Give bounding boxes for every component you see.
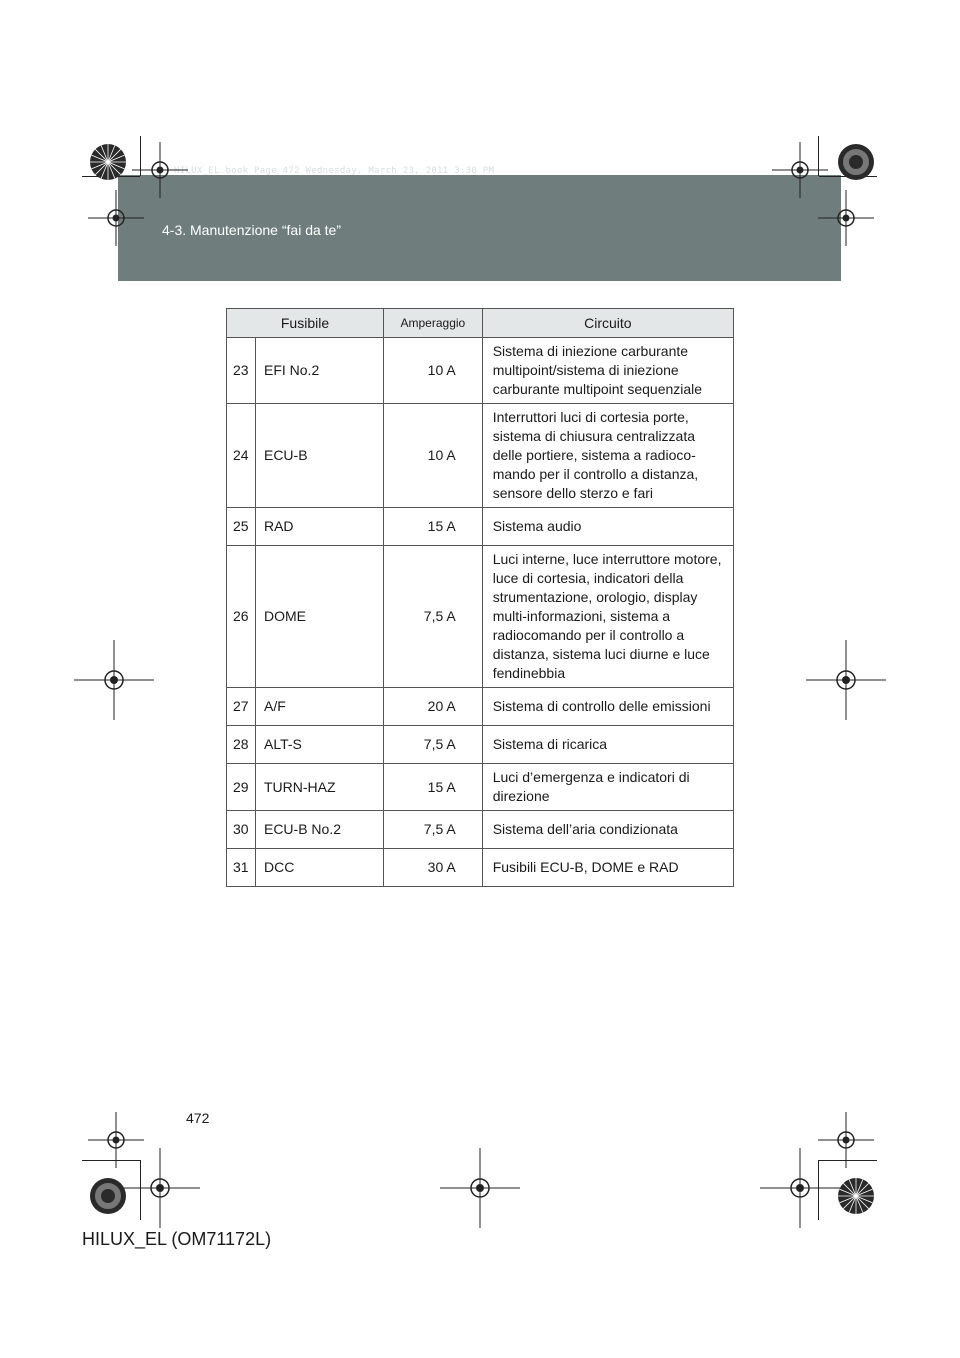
fuse-circuit: Sistema di ricarica [482, 726, 733, 764]
registration-crosshair-icon [440, 1148, 520, 1228]
fuse-number: 30 [227, 811, 256, 849]
column-header-amperage: Amperaggio [384, 309, 483, 338]
fuse-amperage: 15 A [384, 764, 483, 811]
fuse-amperage: 7,5 A [384, 546, 483, 688]
fuse-circuit: Sistema audio [482, 508, 733, 546]
fuse-amperage: 10 A [384, 338, 483, 404]
fuse-circuit: Fusibili ECU-B, DOME e RAD [482, 849, 733, 887]
fuse-amperage: 7,5 A [384, 726, 483, 764]
fuse-circuit: Luci d’emergenza e indicatori di direzione [482, 764, 733, 811]
print-stamp: HILUX_EL.book Page 472 Wednesday, March 23, 2011 3:30 PM [174, 166, 495, 176]
fuse-name: ECU-B [255, 404, 383, 508]
column-header-fuse: Fusibile [227, 309, 384, 338]
fuse-name: DCC [255, 849, 383, 887]
registration-crosshair-icon [760, 1148, 840, 1228]
fuse-table [226, 308, 734, 887]
section-title: 4-3. Manutenzione “fai da te” [162, 222, 341, 238]
table-row [227, 338, 734, 404]
fuse-number: 27 [227, 688, 256, 726]
registration-crosshair-icon [74, 640, 154, 720]
table-row [227, 849, 734, 887]
fuse-name: A/F [255, 688, 383, 726]
table-row [227, 764, 734, 811]
registration-sunburst-icon [836, 1176, 876, 1216]
fuse-amperage: 10 A [384, 404, 483, 508]
column-header-circuit: Circuito [482, 309, 733, 338]
registration-sunburst-icon [88, 1176, 128, 1216]
fuse-amperage: 7,5 A [384, 811, 483, 849]
fuse-name: ALT-S [255, 726, 383, 764]
fuse-number: 23 [227, 338, 256, 404]
fuse-name: TURN-HAZ [255, 764, 383, 811]
registration-crosshair-icon [88, 190, 144, 246]
footer-model-code: HILUX_EL (OM71172L) [82, 1229, 272, 1249]
fuse-number: 25 [227, 508, 256, 546]
fuse-circuit: Luci interne, luce interruttore motore, luce di cortesia, indicatori della strumentazione, orologio, display multi-informazioni, sistema a radiocomando per il controllo a distanza, sistema luci diurne e luce fendinebbia [482, 546, 733, 688]
fuse-circuit: Interruttori luci di cortesia porte, sistema di chiusura centralizzata delle portiere, sistema a radioco-mando per il controllo a distanza, sensore dello sterzo e fari [482, 404, 733, 508]
fuse-circuit: Sistema di controllo delle emissioni [482, 688, 733, 726]
fuse-name: ECU-B No.2 [255, 811, 383, 849]
fuse-amperage: 20 A [384, 688, 483, 726]
registration-sunburst-icon [88, 142, 128, 182]
fuse-name: EFI No.2 [255, 338, 383, 404]
fuse-circuit: Sistema di iniezione carburante multipoint/sistema di iniezione carburante multipoint sequenziale [482, 338, 733, 404]
fuse-number: 24 [227, 404, 256, 508]
fuse-number: 29 [227, 764, 256, 811]
fuse-number: 28 [227, 726, 256, 764]
registration-crosshair-icon [120, 1148, 200, 1228]
table-header-row [227, 309, 734, 338]
fuse-number: 31 [227, 849, 256, 887]
table-row [227, 508, 734, 546]
fuse-name: DOME [255, 546, 383, 688]
table-row [227, 404, 734, 508]
fuse-name: RAD [255, 508, 383, 546]
table-row [227, 726, 734, 764]
registration-crosshair-icon [806, 640, 886, 720]
table-row [227, 546, 734, 688]
table-row [227, 688, 734, 726]
registration-sunburst-icon [836, 142, 876, 182]
registration-crosshair-icon [818, 190, 874, 246]
page-number: 472 [186, 1110, 210, 1126]
table-row [227, 811, 734, 849]
fuse-circuit: Sistema dell’aria condizionata [482, 811, 733, 849]
fuse-amperage: 30 A [384, 849, 483, 887]
fuse-amperage: 15 A [384, 508, 483, 546]
fuse-number: 26 [227, 546, 256, 688]
